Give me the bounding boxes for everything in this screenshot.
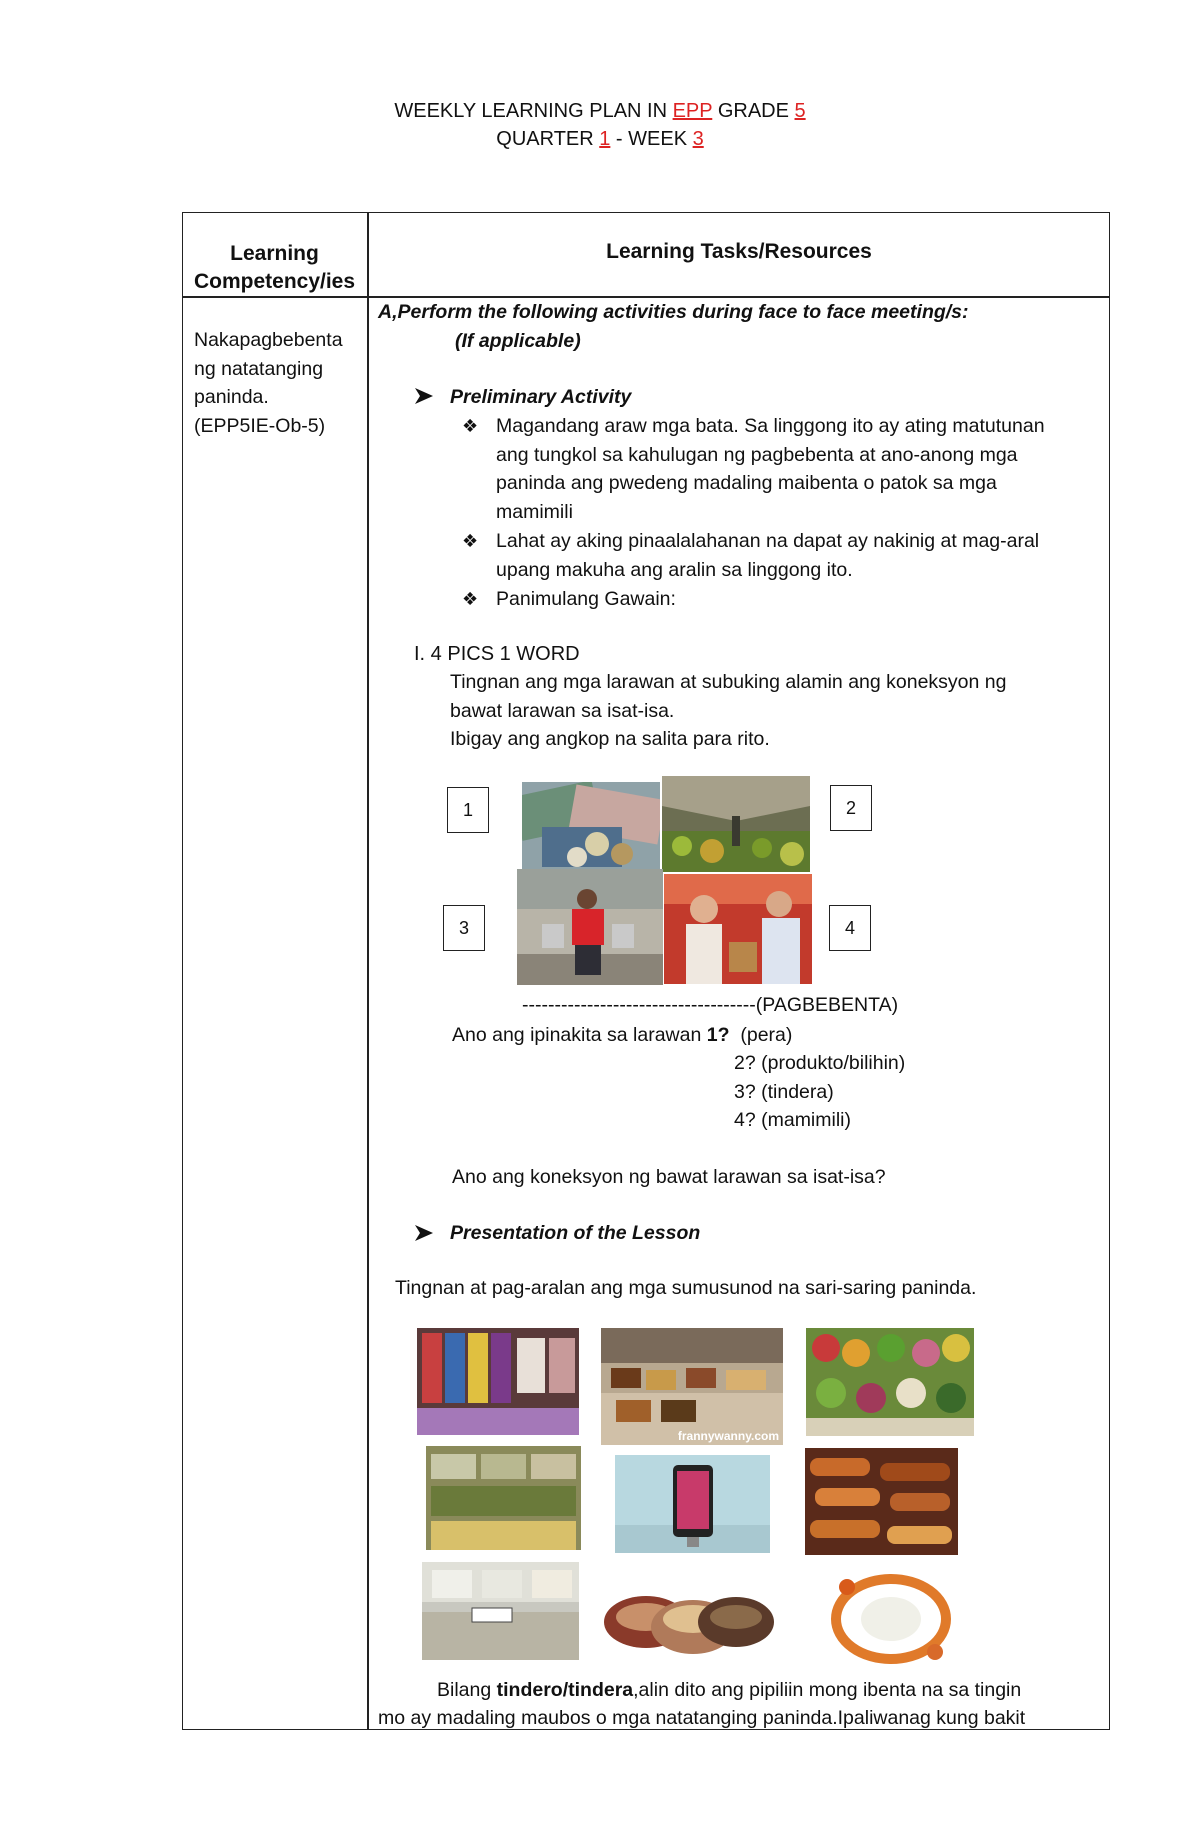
document-subtitle: QUARTER 1 - WEEK 3 [496,128,704,150]
cellphone-photo [615,1455,770,1553]
diamond-bullet-icon: ❖ [462,531,479,551]
section-a-heading: A,Perform the following activities during face to face meeting/s: [378,301,969,323]
grade: 5 [794,100,806,122]
market-photo [662,776,810,872]
game-answer: ------------------------------------(PAGBEBENTA) [522,994,899,1016]
quarter: 1 [599,128,611,150]
customer-photo [664,874,812,984]
rice-photo [422,1562,579,1660]
connection-question: Ano ang koneksyon ng bawat larawan sa isat-isa? [452,1166,886,1188]
money-photo [522,782,660,870]
closing-question-line-1: Bilang tindero/tindera,alin dito ang pipiliin mong ibenta na sa tingin [437,1679,1022,1701]
grilled-food-photo [805,1448,958,1555]
bullet-initial-activity: Panimulang Gawain: [496,588,676,610]
competency-column-header: Learning Competency/ies [193,242,356,293]
subject: EPP [672,100,713,122]
picture-number-2: 2 [830,785,872,831]
competency-text: Nakapagbebenta ng natatanging paninda. (EPP5IE-Ob-5) [194,329,343,438]
vegetables-photo [806,1328,974,1436]
section-a-note: (If applicable) [455,330,581,352]
preliminary-activity-heading: Preliminary Activity [450,386,632,408]
question-1: Ano ang ipinakita sa larawan 1? (pera) [452,1024,793,1046]
photo-watermark: frannywanny.com [677,1429,779,1443]
question-answers: 2? (produkto/bilihin) 3? (tindera) 4? (mamimili) [734,1052,906,1132]
picture-number-1: 1 [447,787,489,833]
food-stall-photo [601,1328,783,1445]
dried-fish-photo [426,1446,581,1550]
presentation-heading: Presentation of the Lesson [450,1222,701,1244]
picture-number-4: 4 [829,905,871,951]
week: 3 [692,128,704,150]
clothing-store-photo [417,1328,579,1435]
picture-number-3: 3 [443,905,485,951]
game-title: I. 4 PICS 1 WORD [414,643,580,665]
arrow-bullet-icon [414,1223,434,1243]
sweets-photo [827,1567,955,1670]
presentation-instructions: Tingnan at pag-aralan ang mga sumusunod na sari-saring paninda. [395,1277,977,1299]
bullet-greeting: Magandang araw mga bata. Sa linggong ito ay ating matutunan ang tungkol sa kahulugan ng pagbebenta at ano-anong mga paninda ang pwedeng madaling maibenta o patok sa mga mamimili [496,415,1045,524]
game-instructions: Tingnan ang mga larawan at subuking alamin ang koneksyon ng bawat larawan sa isat-isa. Ibigay ang angkop na salita para rito. [450,671,1007,751]
bullet-reminder: Lahat ay aking pinaalalahanan na dapat ay nakinig at mag-aral upang makuha ang aralin sa linggong ito. [496,530,1040,581]
column-divider [367,212,369,1730]
diamond-bullet-icon: ❖ [462,416,479,436]
document-title: WEEKLY LEARNING PLAN IN EPP GRADE 5 [394,100,806,122]
arrow-bullet-icon [414,386,434,406]
closing-question-line-2: mo ay madaling maubos o mga natatanging paninda.Ipaliwanag kung bakit [378,1707,1026,1729]
vendor-photo [517,869,663,985]
slippers-photo [601,1567,777,1662]
diamond-bullet-icon: ❖ [462,589,479,609]
tasks-column-header: Learning Tasks/Resources [606,240,872,263]
